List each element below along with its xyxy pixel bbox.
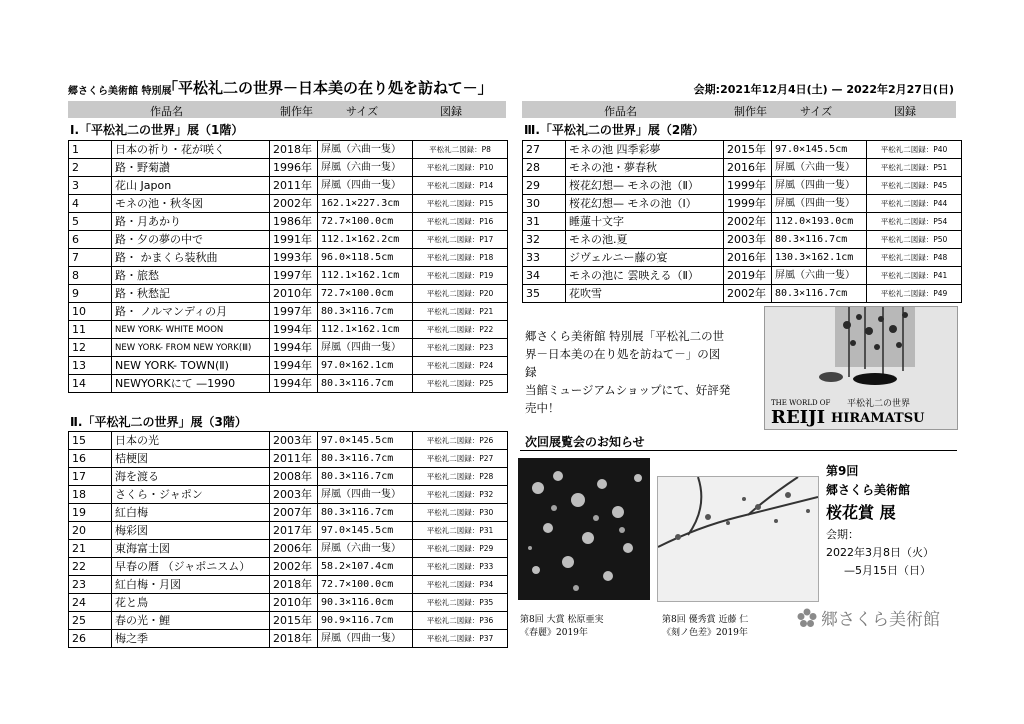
section-heading-floor3: Ⅲ.「平松礼二の世界」展（2階） (524, 123, 705, 137)
work-size: 屏風（四曲一隻） (318, 339, 413, 357)
work-catalog-page: 平松礼二図録：P50 (867, 231, 962, 249)
work-year: 2019年 (724, 267, 772, 285)
work-title: さくら・ジャポン (112, 486, 270, 504)
work-title: 東海富士図 (112, 540, 270, 558)
work-size: 屏風（六曲一隻） (318, 540, 413, 558)
work-title: 路・ ノルマンディの月 (112, 303, 270, 321)
work-title: モネの池・夢春秋 (566, 159, 724, 177)
work-row (69, 285, 508, 303)
work-row (69, 141, 508, 159)
work-catalog-page: 平松礼二図録：P26 (413, 432, 508, 450)
work-year: 2002年 (270, 195, 318, 213)
work-catalog-page: 平松礼二図録：P28 (413, 468, 508, 486)
work-title: ジヴェルニー藤の宴 (566, 249, 724, 267)
work-catalog-page: 平松礼二図録：P48 (867, 249, 962, 267)
work-row (69, 375, 508, 393)
left-column-header (68, 101, 506, 118)
work-number: 9 (69, 285, 112, 303)
catalog-note-line: 当館ミュージアムショップにて、好評発 (525, 383, 731, 397)
work-size: 97.0×145.5cm (772, 141, 867, 159)
work-row (69, 195, 508, 213)
work-row (69, 558, 508, 576)
work-number: 19 (69, 504, 112, 522)
caption-artist: 第8回 大賞 松原亜実 (520, 615, 604, 625)
work-row (69, 213, 508, 231)
work-number: 16 (69, 450, 112, 468)
work-title: 海を渡る (112, 468, 270, 486)
award-painting-excellence-prize (657, 476, 819, 602)
catalog-note-line: 売中！ (525, 401, 560, 415)
exhibition-period: 会期:2021年12月4日(土) — 2022年2月27日(日) (693, 83, 954, 96)
work-size: 80.3×116.7cm (318, 468, 413, 486)
work-year: 2018年 (270, 141, 318, 159)
work-row (523, 267, 962, 285)
work-row (69, 159, 508, 177)
work-number: 5 (69, 213, 112, 231)
work-year: 2018年 (270, 630, 318, 648)
work-number: 14 (69, 375, 112, 393)
work-number: 25 (69, 612, 112, 630)
work-year: 2010年 (270, 594, 318, 612)
book-cover-name-last: HIRAMATSU (831, 411, 925, 426)
work-number: 20 (69, 522, 112, 540)
work-number: 22 (69, 558, 112, 576)
work-title: 日本の祈り・花が咲く (112, 141, 270, 159)
work-size: 屏風（六曲一隻） (772, 159, 867, 177)
work-row (69, 321, 508, 339)
work-title: 早春の暦 （ジャポニスム） (112, 558, 270, 576)
work-catalog-page: 平松礼二図録：P29 (413, 540, 508, 558)
work-row (69, 540, 508, 558)
work-title: 路・野菊讃 (112, 159, 270, 177)
work-year: 2002年 (270, 558, 318, 576)
work-size: 112.1×162.1cm (318, 321, 413, 339)
works-table-floor1 (68, 140, 508, 393)
work-year: 2007年 (270, 504, 318, 522)
work-row (69, 486, 508, 504)
work-size: 112.0×193.0cm (772, 213, 867, 231)
col-year-label: 制作年 (734, 105, 767, 118)
work-size: 90.3×116.0cm (318, 594, 413, 612)
work-size: 屏風（四曲一隻） (772, 177, 867, 195)
work-title: 桔梗図 (112, 450, 270, 468)
work-title: モネの池・秋冬図 (112, 195, 270, 213)
work-catalog-page: 平松礼二図録：P27 (413, 450, 508, 468)
work-size: 80.3×116.7cm (772, 285, 867, 303)
work-size: 屏風（六曲一隻） (318, 159, 413, 177)
work-title: 梅彩図 (112, 522, 270, 540)
work-row (69, 339, 508, 357)
work-title: 桜花幻想— モネの池（Ⅰ） (566, 195, 724, 213)
work-size: 80.3×116.7cm (318, 504, 413, 522)
work-row (69, 450, 508, 468)
work-year: 1993年 (270, 249, 318, 267)
work-row (69, 177, 508, 195)
catalog-note (525, 327, 765, 417)
work-year: 2015年 (270, 612, 318, 630)
work-number: 24 (69, 594, 112, 612)
exhibition-museum: 郷さくら美術館 (826, 483, 911, 497)
work-size: 72.7×100.0cm (318, 576, 413, 594)
work-year: 1997年 (270, 267, 318, 285)
work-title: 桜花幻想— モネの池（Ⅱ） (566, 177, 724, 195)
work-catalog-page: 平松礼二図録：P41 (867, 267, 962, 285)
work-year: 1991年 (270, 231, 318, 249)
work-catalog-page: 平松礼二図録：P51 (867, 159, 962, 177)
work-number: 35 (523, 285, 566, 303)
work-year: 1999年 (724, 177, 772, 195)
work-catalog-page: 平松礼二図録：P20 (413, 285, 508, 303)
museum-exhibition-label: 郷さくら美術館 特別展 (68, 86, 172, 97)
work-catalog-page: 平松礼二図録：P45 (867, 177, 962, 195)
book-cover-jp-title: 平松礼二の世界 (847, 399, 911, 409)
work-catalog-page: 平松礼二図録：P30 (413, 504, 508, 522)
next-exhibition-heading: 次回展覧会のお知らせ (525, 435, 645, 449)
work-size: 72.7×100.0cm (318, 285, 413, 303)
work-year: 1994年 (270, 357, 318, 375)
work-row (523, 285, 962, 303)
work-title: 梅之季 (112, 630, 270, 648)
work-row (69, 432, 508, 450)
work-number: 6 (69, 231, 112, 249)
work-size: 屏風（四曲一隻） (318, 177, 413, 195)
work-year: 2016年 (724, 159, 772, 177)
work-number: 33 (523, 249, 566, 267)
exhibition-end-date: —5月15日（日） (844, 564, 931, 577)
work-size: 90.9×116.7cm (318, 612, 413, 630)
col-catalog-label: 図録 (440, 105, 462, 118)
work-size: 130.3×162.1cm (772, 249, 867, 267)
col-size-label: サイズ (346, 105, 379, 118)
work-title: NEW YORK- TOWN(Ⅱ) (112, 357, 270, 375)
work-row (523, 177, 962, 195)
work-year: 2008年 (270, 468, 318, 486)
award-painting-grand-prize (518, 458, 650, 600)
work-number: 1 (69, 141, 112, 159)
work-size: 162.1×227.3cm (318, 195, 413, 213)
work-catalog-page: 平松礼二図録：P22 (413, 321, 508, 339)
work-number: 2 (69, 159, 112, 177)
work-number: 23 (69, 576, 112, 594)
work-catalog-page: 平松礼二図録：P44 (867, 195, 962, 213)
work-title: NEWYORKにて —1990 (112, 375, 270, 393)
work-number: 13 (69, 357, 112, 375)
work-catalog-page: 平松礼二図録：P25 (413, 375, 508, 393)
work-number: 11 (69, 321, 112, 339)
work-size: 112.1×162.1cm (318, 267, 413, 285)
work-size: 屏風（六曲一隻） (318, 141, 413, 159)
work-catalog-page: 平松礼二図録：P24 (413, 357, 508, 375)
work-size: 96.0×118.5cm (318, 249, 413, 267)
work-title: 睡蓮十文字 (566, 213, 724, 231)
work-catalog-page: 平松礼二図録：P16 (413, 213, 508, 231)
work-number: 28 (523, 159, 566, 177)
work-catalog-page: 平松礼二図録：P37 (413, 630, 508, 648)
work-catalog-page: 平松礼二図録：P21 (413, 303, 508, 321)
right-column-header (522, 101, 956, 118)
work-year: 1994年 (270, 375, 318, 393)
col-size-label: サイズ (800, 105, 833, 118)
work-number: 3 (69, 177, 112, 195)
next-exhibition-details (826, 462, 934, 578)
col-title-label: 作品名 (604, 105, 637, 118)
work-title: 紅白梅・月図 (112, 576, 270, 594)
caption-work: 《春麗》2019年 (520, 628, 588, 638)
work-year: 2011年 (270, 450, 318, 468)
work-number: 27 (523, 141, 566, 159)
work-row (523, 159, 962, 177)
work-catalog-page: 平松礼二図録：P14 (413, 177, 508, 195)
work-size: 80.3×116.7cm (318, 450, 413, 468)
work-title: 路・旅愁 (112, 267, 270, 285)
work-year: 2010年 (270, 285, 318, 303)
work-size: 屏風（四曲一隻） (318, 486, 413, 504)
exhibition-title: 「平松礼二の世界－日本美の在り処を訪ねて－」 (163, 79, 493, 97)
sakura-logo-icon (797, 608, 817, 628)
work-year: 2003年 (724, 231, 772, 249)
work-catalog-page: 平松礼二図録：P49 (867, 285, 962, 303)
museum-logo-text: 郷さくら美術館 (821, 610, 940, 630)
work-size: 80.3×116.7cm (318, 375, 413, 393)
work-number: 30 (523, 195, 566, 213)
works-table-floor2 (68, 431, 508, 648)
work-catalog-page: 平松礼二図録：P32 (413, 486, 508, 504)
work-size: 屏風（六曲一隻） (772, 267, 867, 285)
book-cover-small-title: THE WORLD OF (771, 399, 831, 407)
work-row (523, 249, 962, 267)
award-caption-excellence-prize (662, 614, 748, 640)
section-divider (520, 450, 957, 451)
work-row (69, 267, 508, 285)
work-row (69, 576, 508, 594)
section-heading-floor1: Ⅰ.「平松礼二の世界」展（1階） (70, 123, 244, 137)
work-size: 80.3×116.7cm (772, 231, 867, 249)
work-size: 97.0×145.5cm (318, 522, 413, 540)
work-year: 2002年 (724, 285, 772, 303)
work-catalog-page: 平松礼二図録：P54 (867, 213, 962, 231)
work-catalog-page: 平松礼二図録：P35 (413, 594, 508, 612)
work-number: 8 (69, 267, 112, 285)
work-number: 32 (523, 231, 566, 249)
work-title: 春の光・鯉 (112, 612, 270, 630)
work-catalog-page: 平松礼二図録：P23 (413, 339, 508, 357)
work-title: 路・ かまくら装秋曲 (112, 249, 270, 267)
work-number: 15 (69, 432, 112, 450)
work-year: 1996年 (270, 159, 318, 177)
work-row (523, 231, 962, 249)
work-title: 路・夕の夢の中で (112, 231, 270, 249)
work-number: 31 (523, 213, 566, 231)
work-catalog-page: 平松礼二図録：P19 (413, 267, 508, 285)
work-year: 2003年 (270, 432, 318, 450)
work-row (69, 504, 508, 522)
museum-logo (797, 605, 940, 630)
award-caption-grand-prize (520, 614, 603, 640)
book-cover-name-first: REIJI (771, 407, 826, 428)
work-catalog-page: 平松礼二図録：P31 (413, 522, 508, 540)
work-number: 29 (523, 177, 566, 195)
work-year: 1997年 (270, 303, 318, 321)
work-catalog-page: 平松礼二図録：P8 (413, 141, 508, 159)
work-number: 4 (69, 195, 112, 213)
work-number: 21 (69, 540, 112, 558)
work-size: 屏風（四曲一隻） (772, 195, 867, 213)
work-title: モネの池 四季彩夢 (566, 141, 724, 159)
work-year: 2003年 (270, 486, 318, 504)
work-year: 1999年 (724, 195, 772, 213)
work-row (69, 357, 508, 375)
work-year: 2016年 (724, 249, 772, 267)
work-number: 18 (69, 486, 112, 504)
catalog-note-line: 界－日本美の在り処を訪ねて－」の図 (525, 347, 721, 361)
work-row (69, 630, 508, 648)
work-row (69, 594, 508, 612)
work-number: 7 (69, 249, 112, 267)
work-row (523, 141, 962, 159)
work-year: 2002年 (724, 213, 772, 231)
work-size: 97.0×162.1cm (318, 357, 413, 375)
work-year: 2011年 (270, 177, 318, 195)
work-catalog-page: 平松礼二図録：P10 (413, 159, 508, 177)
work-row (69, 303, 508, 321)
section-heading-floor2: Ⅱ.「平松礼二の世界」展（3階） (70, 415, 247, 429)
work-row (69, 231, 508, 249)
work-year: 2015年 (724, 141, 772, 159)
work-year: 1994年 (270, 321, 318, 339)
work-size: 112.1×162.2cm (318, 231, 413, 249)
work-row (69, 468, 508, 486)
work-size: 80.3×116.7cm (318, 303, 413, 321)
exhibition-period-label: 会期： (826, 528, 859, 541)
work-size: 72.7×100.0cm (318, 213, 413, 231)
work-catalog-page: 平松礼二図録：P36 (413, 612, 508, 630)
work-catalog-page: 平松礼二図録：P15 (413, 195, 508, 213)
col-catalog-label: 図録 (894, 105, 916, 118)
col-title-label: 作品名 (150, 105, 183, 118)
exhibition-prize-name: 桜花賞 展 (826, 503, 896, 522)
catalog-note-line: 録 (525, 365, 537, 379)
work-title: モネの池.夏 (566, 231, 724, 249)
caption-artist: 第8回 優秀賞 近藤 仁 (662, 615, 749, 625)
work-catalog-page: 平松礼二図録：P34 (413, 576, 508, 594)
work-size: 屏風（四曲一隻） (318, 630, 413, 648)
caption-work: 《刻ノ色差》2019年 (662, 628, 748, 638)
work-title: 花と鳥 (112, 594, 270, 612)
work-title: NEW YORK- FROM NEW YORK(Ⅲ) (112, 339, 270, 357)
work-year: 2018年 (270, 576, 318, 594)
work-title: 日本の光 (112, 432, 270, 450)
work-catalog-page: 平松礼二図録：P17 (413, 231, 508, 249)
work-number: 10 (69, 303, 112, 321)
work-row (523, 195, 962, 213)
work-title: 花吹雪 (566, 285, 724, 303)
work-number: 12 (69, 339, 112, 357)
work-year: 1994年 (270, 339, 318, 357)
works-table-floor3 (522, 140, 962, 303)
work-title: 花山 Japon (112, 177, 270, 195)
work-title: NEW YORK- WHITE MOON (112, 321, 270, 339)
work-number: 17 (69, 468, 112, 486)
work-catalog-page: 平松礼二図録：P40 (867, 141, 962, 159)
work-catalog-page: 平松礼二図録：P33 (413, 558, 508, 576)
col-year-label: 制作年 (280, 105, 313, 118)
work-row (69, 249, 508, 267)
work-year: 2017年 (270, 522, 318, 540)
work-catalog-page: 平松礼二図録：P18 (413, 249, 508, 267)
work-row (523, 213, 962, 231)
work-row (69, 522, 508, 540)
work-row (69, 612, 508, 630)
work-number: 26 (69, 630, 112, 648)
work-title: モネの池に 雲映える（Ⅱ） (566, 267, 724, 285)
exhibition-start-date: 2022年3月8日（火） (826, 546, 934, 559)
catalog-note-line: 郷さくら美術館 特別展「平松礼二の世 (525, 329, 725, 343)
work-year: 2006年 (270, 540, 318, 558)
work-title: 路・秋愁記 (112, 285, 270, 303)
exhibition-edition: 第9回 (826, 464, 859, 478)
catalog-book-cover (764, 306, 958, 430)
work-title: 紅白梅 (112, 504, 270, 522)
work-size: 97.0×145.5cm (318, 432, 413, 450)
work-year: 1986年 (270, 213, 318, 231)
work-size: 58.2×107.4cm (318, 558, 413, 576)
work-title: 路・月あかり (112, 213, 270, 231)
work-number: 34 (523, 267, 566, 285)
